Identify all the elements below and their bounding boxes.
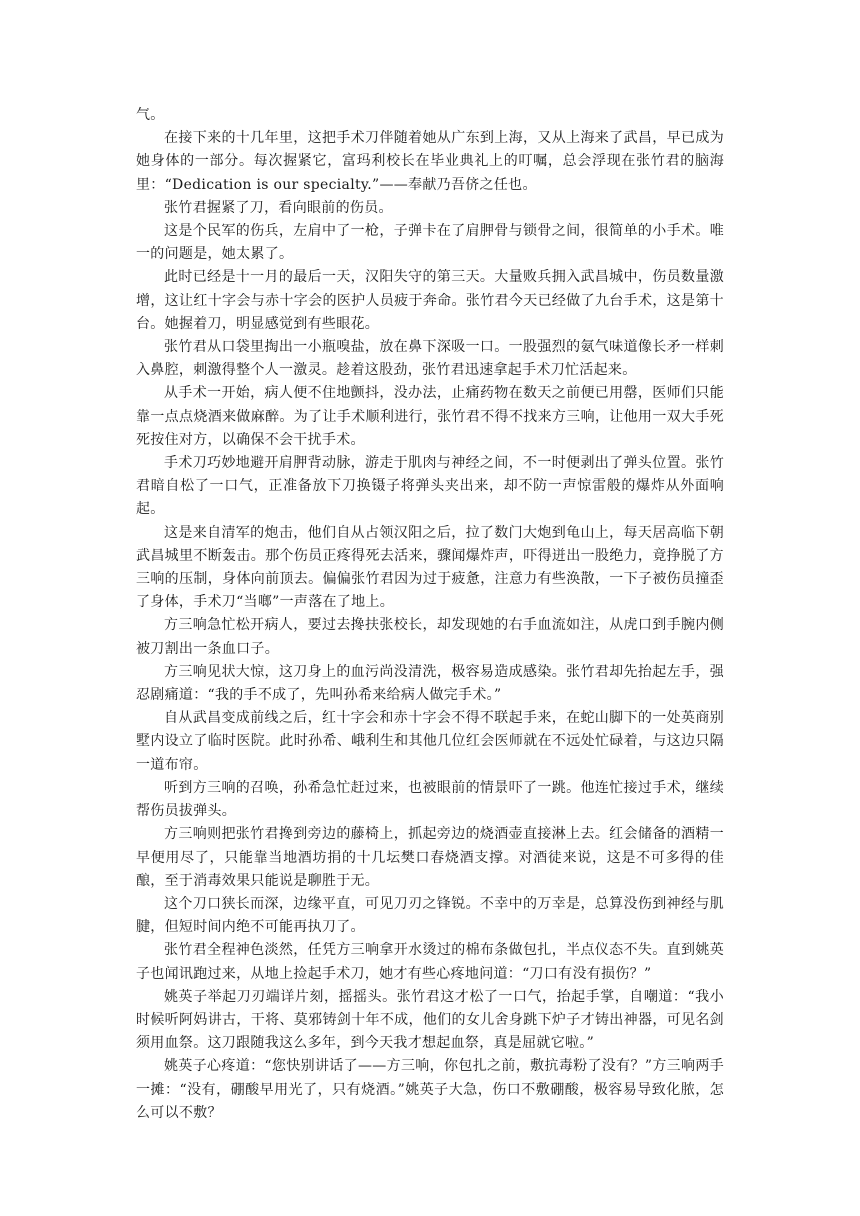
paragraph: 自从武昌变成前线之后，红十字会和赤十字会不得不联起手来，在蛇山脚下的一处英商别墅内设立了临时医院。此时孙希、峨利生和其他几位红会医师就在不远处忙碌着，与这边只隔一道布帘。 [136, 710, 724, 773]
paragraph: 从手术一开始，病人便不住地颤抖，没办法，止痛药物在数天之前便已用罄，医师们只能靠一点点烧酒来做麻醉。为了让手术顺利进行，张竹君不得不找来方三响，让他用一双大手死死按住对方，以确保不会干扰手术。 [136, 385, 724, 448]
paragraph: 这是来自清军的炮击，他们自从占领汉阳之后，拉了数门大炮到龟山上，每天居高临下朝武昌城里不断轰击。那个伤员正疼得死去活来，骤闻爆炸声，吓得迸出一股绝力，竟挣脱了方三响的压制，身体向前顶去。偏偏张竹君因为过于疲惫，注意力有些涣散，一下子被伤员撞歪了身体，手术刀“当啷”一声落在了地上。 [136, 524, 724, 611]
paragraph: 此时已经是十一月的最后一天，汉阳失守的第三天。大量败兵拥入武昌城中，伤员数量激增，这让红十字会与赤十字会的医护人员疲于奔命。张竹君今天已经做了九台手术，这是第十台。她握着刀，明显感觉到有些眼花。 [136, 269, 724, 332]
paragraph: 姚英子心疼道：“您快别讲话了——方三响，你包扎之前，敷抗毒粉了没有？”方三响两手一摊：“没有，硼酸早用光了，只有烧酒。”姚英子大急，伤口不敷硼酸，极容易导致化脓，怎么可以不敷？ [136, 1058, 724, 1121]
paragraph-continuation: 气。 [136, 107, 165, 123]
paragraph: 方三响急忙松开病人，要过去搀扶张校长，却发现她的右手血流如注，从虎口到手腕内侧被刀割出一条血口子。 [136, 617, 724, 657]
paragraph: 方三响则把张竹君搀到旁边的藤椅上，抓起旁边的烧酒壶直接淋上去。红会储备的酒精一早便用尽了，只能靠当地酒坊捐的十几坛樊口春烧酒支撑。对酒徒来说，这是不可多得的佳酿，至于消毒效果只能说是聊胜于无。 [136, 826, 724, 889]
body-text [136, 104, 724, 1125]
paragraph: 方三响见状大惊，这刀身上的血污尚没清洗，极容易造成感染。张竹君却先抬起左手，强忍剧痛道：“我的手不成了，先叫孙希来给病人做完手术。” [136, 663, 724, 704]
paragraph: 张竹君从口袋里掏出一小瓶嗅盐，放在鼻下深吸一口。一股强烈的氨气味道像长矛一样刺入鼻腔，刺激得整个人一激灵。趁着这股劲，张竹君迅速拿起手术刀忙活起来。 [136, 339, 724, 379]
paragraph: 姚英子举起刀刃端详片刻，摇摇头。张竹君这才松了一口气，抬起手掌，自嘲道：“我小时候听阿妈讲古，干将、莫邪铸剑十年不成，他们的女儿舍身跳下炉子才铸出神器，可见名剑须用血祭。这刀跟随我这么多年，到今天我才想起血祭，真是屈就它啦。” [136, 988, 724, 1052]
paragraph: 听到方三响的召唤，孙希急忙赶过来，也被眼前的情景吓了一跳。他连忙接过手术，继续帮伤员拔弹头。 [136, 779, 724, 820]
paragraph: 在接下来的十几年里，这把手术刀伴随着她从广东到上海，又从上海来了武昌，早已成为她身体的一部分。每次握紧它，富玛利校长在毕业典礼上的叮嘱，总会浮现在张竹君的脑海里：“Dedication is our specialty.”——奉献乃吾侪之任也。 [136, 130, 724, 193]
paragraph: 这个刀口狭长而深，边缘平直，可见刀刃之锋锐。不幸中的万幸是，总算没伤到神经与肌腱，但短时间内绝不可能再执刀了。 [136, 895, 724, 936]
paragraph: 这是个民军的伤兵，左肩中了一枪，子弹卡在了肩胛骨与锁骨之间，很简单的小手术。唯一的问题是，她太累了。 [136, 223, 724, 263]
paragraph: 张竹君握紧了刀，看向眼前的伤员。 [164, 199, 393, 216]
paragraph: 张竹君全程神色淡然，任凭方三响拿开水烫过的棉布条做包扎，半点仪态不失。直到姚英子也闻讯跑过来，从地上捡起手术刀，她才有些心疼地问道：“刀口有没有损伤？” [136, 942, 724, 982]
paragraph: 手术刀巧妙地避开肩胛背动脉，游走于肌肉与神经之间，不一时便剥出了弹头位置。张竹君暗自松了一口气，正准备放下刀换镊子将弹头夹出来，却不防一声惊雷般的爆炸从外面响起。 [136, 455, 724, 518]
